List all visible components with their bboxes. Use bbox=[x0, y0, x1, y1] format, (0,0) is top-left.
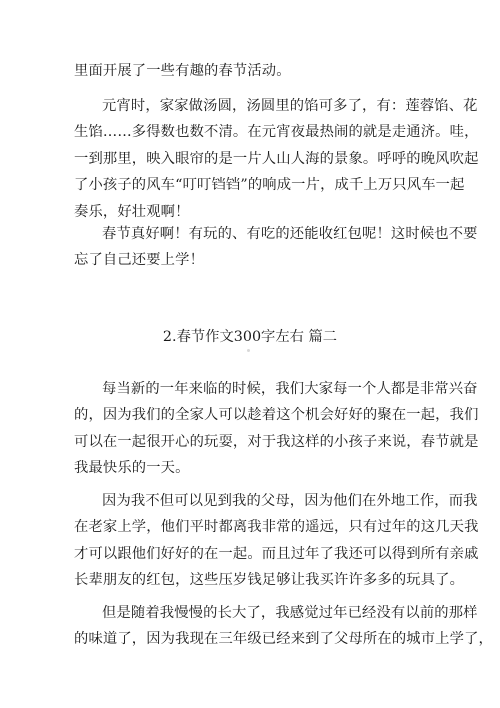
text-line: 里面开展了一些有趣的春节活动。 bbox=[74, 63, 291, 79]
text-line: 奏乐，好壮观啊！ bbox=[74, 203, 190, 220]
text-line: 的味道了，因为我现在三年级已经来到了父母所在的城市上学了， bbox=[74, 631, 493, 648]
text-line: 才可以跟他们好好的在一起。而且过年了我还可以得到所有亲戚 bbox=[74, 545, 479, 562]
section-heading: 2.春节作文300字左右 篇二 bbox=[162, 329, 338, 345]
text-line: 在老家上学，他们平时都离我非常的遥远，只有过年的这几天我 bbox=[74, 519, 479, 536]
paragraph-parents bbox=[74, 488, 479, 594]
text-line: 了小孩子的风车“叮叮铛铛”的响成一片，成千上万只风车一起 bbox=[74, 177, 465, 194]
paragraph-growing-up bbox=[74, 600, 493, 653]
text-line: 我最快乐的一天。 bbox=[74, 460, 190, 477]
text-line: 可以在一起很开心的玩耍，对于我这样的小孩子来说，春节就是 bbox=[74, 433, 479, 450]
text-line: 但是随着我慢慢的长大了，我感觉过年已经没有以前的那样 bbox=[102, 605, 478, 621]
text-line: 每当新的一年来临的时候，我们大家每一个人都是非常兴奋 bbox=[102, 381, 478, 397]
text-line: 一到那里，映入眼帘的是一片人山人海的景象。呼呼的晚风吹起 bbox=[74, 150, 479, 167]
text-line: 因为我不但可以见到我的父母，因为他们在外地工作，而我 bbox=[102, 493, 478, 509]
paragraph-conclusion bbox=[74, 221, 478, 274]
text-line: 的，因为我们的全家人可以趁着这个机会好好的聚在一起，我们 bbox=[74, 407, 479, 424]
text-line: 元宵时，家家做汤圆，汤圆里的馅可多了，有：莲蓉馅、花 bbox=[102, 98, 478, 114]
paragraph-continuation bbox=[74, 58, 444, 84]
text-line: 忘了自己还要上学！ bbox=[74, 252, 205, 269]
text-line: 长辈朋友的红包，这些压岁钱足够让我买许许多多的玩具了。 bbox=[74, 572, 465, 589]
separator-dot bbox=[247, 349, 250, 352]
paragraph-new-year bbox=[74, 376, 479, 482]
paragraph-lantern-festival bbox=[74, 93, 479, 225]
text-line: 春节真好啊！有玩的、有吃的还能收红包呢！这时候也不要 bbox=[102, 226, 478, 242]
text-line: 生馅……多得数也数不清。在元宵夜最热闹的就是走通济。哇， bbox=[74, 124, 479, 141]
